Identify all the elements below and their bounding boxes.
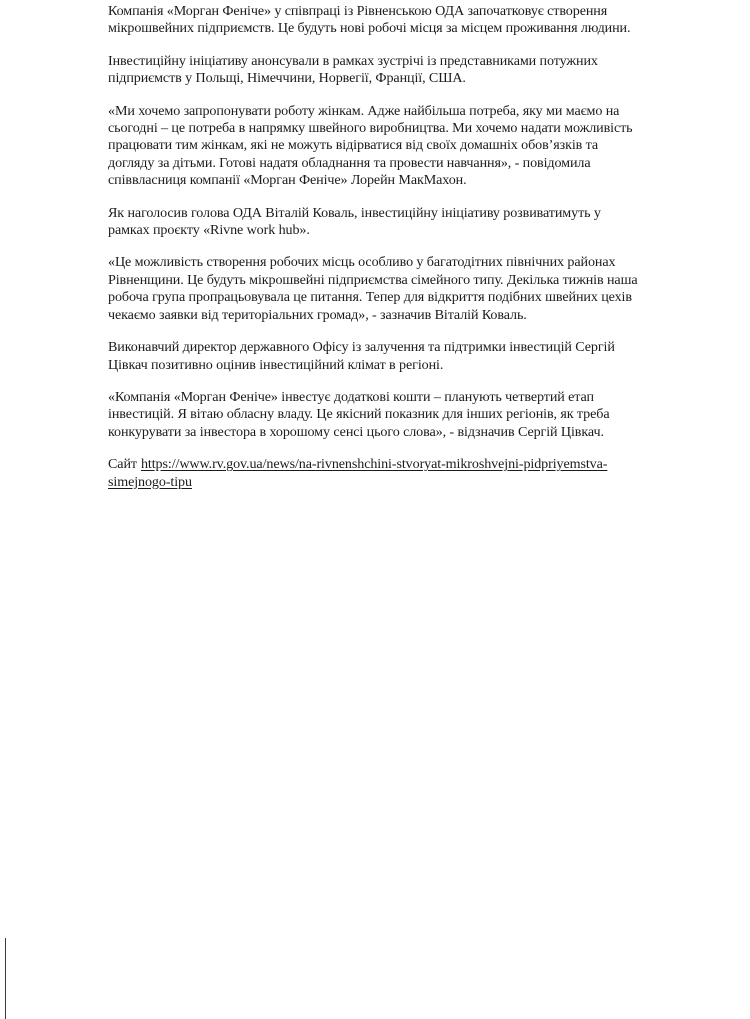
paragraph-intro — [108, 3, 730, 38]
text-line: Компанія «Морган Феніче» у співпраці із Рівненською ОДА започатковує створення — [108, 3, 608, 19]
text-line: мікрошвейних підприємств. Це будуть нові робочі місця за місцем проживання людини. — [108, 20, 631, 37]
text-line: працювати тим жінкам, які не можуть відірватися від своїх домашніх обов’язків та — [108, 137, 599, 154]
text-line: сьогодні – це потреба в напрямку швейного виробництва. Ми хочемо надати можливість — [108, 120, 633, 137]
text-line: рамках проєкту «Rivne work hub». — [108, 222, 310, 239]
document-body — [108, 3, 730, 506]
text-line: «Компанія «Морган Феніче» інвестує додаткові кошти – планують четвертий етап — [108, 388, 594, 405]
paragraph-koval-statement — [108, 205, 730, 240]
paragraph-initiative — [108, 53, 730, 88]
text-line: Цівкач позитивно оцінив інвестиційний клімат в регіоні. — [108, 356, 444, 373]
source-link[interactable]: https://www.rv.gov.ua/news/na-rivnenshchini-stvoryat-mikroshvejni-pidpriyemstva- — [140, 456, 608, 473]
source-label: Сайт — [108, 456, 137, 473]
source-line — [108, 474, 730, 491]
text-line: чекаємо заявки від територіальних громад», - зазначив Віталій Коваль. — [108, 306, 527, 323]
paragraph-quote-mcmahon — [108, 103, 730, 190]
paragraph-quote-tsivkach — [108, 389, 730, 441]
source-link-continuation[interactable]: simejnogo-tipu — [108, 473, 192, 490]
text-line: Виконавчий директор державного Офісу із залучення та підтримки інвестицій Сергій — [108, 339, 615, 356]
source-block — [108, 456, 730, 491]
text-line: «Це можливість створення робочих місць особливо у багатодітних північних районах — [108, 254, 616, 271]
source-line — [108, 456, 730, 473]
text-line: робоча група пропрацьовувала це питання. Тепер для відкриття подібних швейних цехів — [108, 289, 632, 306]
text-line: Інвестиційну ініціативу анонсували в рамках зустрічі із представниками потужних — [108, 52, 598, 69]
text-line: інвестицій. Я вітаю обласну владу. Це якісний показник для інших регіонів, як треба — [108, 406, 610, 423]
text-line: «Ми хочемо запропонувати роботу жінкам. Адже найбільша потреба, яку ми маємо на — [108, 102, 620, 119]
text-line: догляду за дітьми. Готові надатя обладнання та провести навчання», - повідомила — [108, 154, 591, 171]
scan-edge-line — [5, 938, 6, 1019]
text-line: Рівненщини. Це будуть мікрошвейні підприємства сімейного типу. Декілька тижнів наша — [108, 271, 638, 288]
text-line: підприємств у Польщі, Німеччини, Норвегії, Франції, США. — [108, 70, 466, 87]
paragraph-tsivkach-assessment — [108, 339, 730, 374]
text-line: Як наголосив голова ОДА Віталій Коваль, інвестиційну ініціативу розвиватимуть у — [108, 204, 601, 221]
text-line: співвласниця компанії «Морган Феніче» Лорейн МакМахон. — [108, 172, 467, 189]
paragraph-quote-koval — [108, 254, 730, 324]
text-line: конкурувати за інвестора в хорошому сенсі цього слова», - відзначив Сергій Цівкач. — [108, 423, 604, 440]
